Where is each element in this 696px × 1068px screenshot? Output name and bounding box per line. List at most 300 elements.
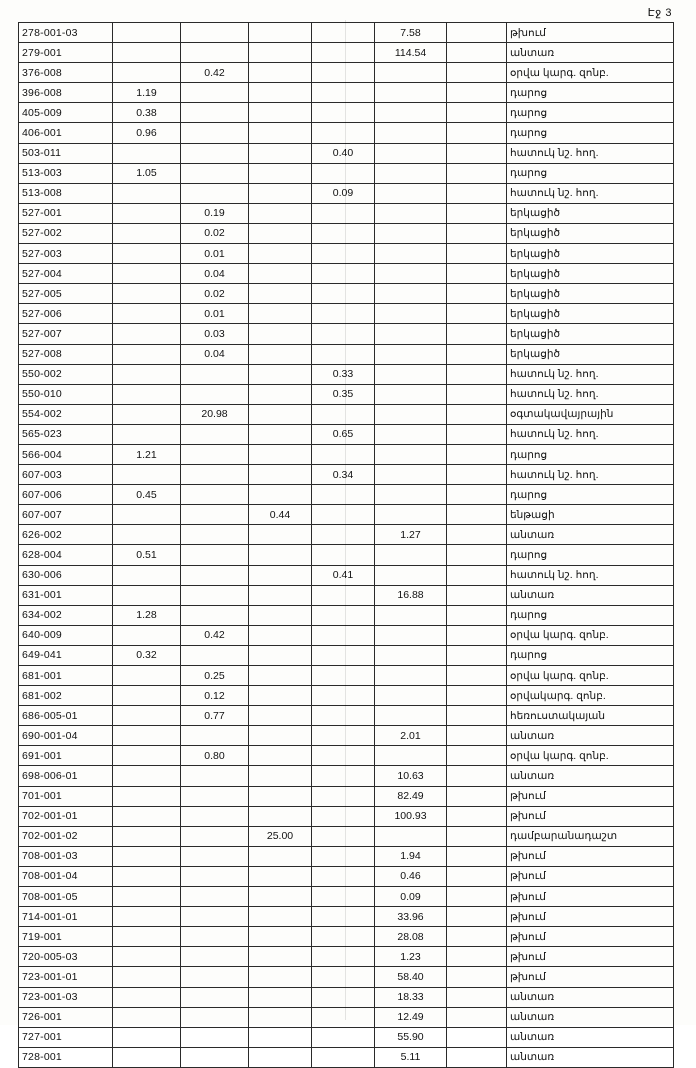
cell-value-4 <box>312 284 375 304</box>
cell-description: անտառ <box>507 987 674 1007</box>
cell-value-6 <box>447 746 507 766</box>
cell-value-3 <box>249 123 312 143</box>
cell-value-4 <box>312 826 375 846</box>
cell-value-5: 82.49 <box>375 786 447 806</box>
table-row <box>19 907 674 927</box>
cell-value-1 <box>113 947 181 967</box>
cell-value-5: 1.94 <box>375 846 447 866</box>
cell-value-2 <box>181 947 249 967</box>
cell-value-3 <box>249 1007 312 1027</box>
cell-value-1 <box>113 666 181 686</box>
cell-value-3 <box>249 806 312 826</box>
cell-value-1 <box>113 806 181 826</box>
cell-value-4 <box>312 1027 375 1047</box>
cell-value-2 <box>181 605 249 625</box>
table-row <box>19 545 674 565</box>
cell-value-6 <box>447 344 507 364</box>
cell-value-5: 1.27 <box>375 525 447 545</box>
cell-value-5: 33.96 <box>375 907 447 927</box>
cell-description: հատուկ նշ. հող. <box>507 183 674 203</box>
table-row <box>19 465 674 485</box>
cell-value-3 <box>249 786 312 806</box>
cell-value-6 <box>447 846 507 866</box>
cell-value-5 <box>375 264 447 284</box>
cell-value-1 <box>113 264 181 284</box>
cell-value-3 <box>249 545 312 565</box>
cell-value-4: 0.35 <box>312 384 375 404</box>
cell-value-4 <box>312 223 375 243</box>
cell-value-2 <box>181 103 249 123</box>
cell-value-6 <box>447 545 507 565</box>
cell-value-3 <box>249 686 312 706</box>
cell-value-5 <box>375 746 447 766</box>
cell-value-3 <box>249 344 312 364</box>
cell-value-3 <box>249 866 312 886</box>
cell-description: երկացիծ <box>507 304 674 324</box>
cell-description: երկացիծ <box>507 223 674 243</box>
cell-value-4 <box>312 244 375 264</box>
table-row <box>19 364 674 384</box>
cell-value-3 <box>249 244 312 264</box>
cell-value-1 <box>113 726 181 746</box>
cell-value-4 <box>312 63 375 83</box>
cell-value-2: 0.04 <box>181 264 249 284</box>
cell-value-6 <box>447 645 507 665</box>
cell-code: 550-002 <box>19 364 113 384</box>
cell-value-6 <box>447 947 507 967</box>
table-row <box>19 766 674 786</box>
cell-value-5 <box>375 605 447 625</box>
cell-value-1 <box>113 565 181 585</box>
cell-value-3 <box>249 324 312 344</box>
table-row <box>19 726 674 746</box>
cell-description: թխում <box>507 23 674 43</box>
table-row <box>19 525 674 545</box>
cell-description: թխում <box>507 927 674 947</box>
cell-value-2: 0.25 <box>181 666 249 686</box>
cell-value-3 <box>249 444 312 464</box>
cell-value-3 <box>249 103 312 123</box>
cell-value-1 <box>113 424 181 444</box>
table-row <box>19 746 674 766</box>
cell-description: դարոց <box>507 605 674 625</box>
cell-value-6 <box>447 525 507 545</box>
cell-value-6 <box>447 183 507 203</box>
cell-value-1 <box>113 525 181 545</box>
cell-code: 698-006-01 <box>19 766 113 786</box>
cell-value-5 <box>375 505 447 525</box>
cell-code: 649-041 <box>19 645 113 665</box>
cell-value-1 <box>113 1007 181 1027</box>
cell-code: 631-001 <box>19 585 113 605</box>
cell-value-3 <box>249 163 312 183</box>
cell-value-1 <box>113 344 181 364</box>
cell-value-1 <box>113 846 181 866</box>
cell-value-3 <box>249 364 312 384</box>
cell-value-6 <box>447 927 507 947</box>
cell-value-4 <box>312 404 375 424</box>
cell-value-6 <box>447 706 507 726</box>
cell-description: անտառ <box>507 1047 674 1067</box>
table-row <box>19 284 674 304</box>
cell-code: 686-005-01 <box>19 706 113 726</box>
cell-value-3 <box>249 284 312 304</box>
table-row <box>19 83 674 103</box>
cell-value-4 <box>312 987 375 1007</box>
cell-value-6 <box>447 63 507 83</box>
cell-value-5 <box>375 103 447 123</box>
table-row <box>19 947 674 967</box>
cell-value-4 <box>312 123 375 143</box>
cell-value-2 <box>181 143 249 163</box>
cell-value-1 <box>113 284 181 304</box>
cell-code: 405-009 <box>19 103 113 123</box>
cell-description: դարոց <box>507 83 674 103</box>
cell-value-5 <box>375 706 447 726</box>
table-row <box>19 686 674 706</box>
cell-code: 714-001-01 <box>19 907 113 927</box>
cell-code: 628-004 <box>19 545 113 565</box>
cell-code: 723-001-03 <box>19 987 113 1007</box>
cell-value-3 <box>249 485 312 505</box>
table-row <box>19 927 674 947</box>
table-row <box>19 625 674 645</box>
cell-value-4 <box>312 666 375 686</box>
cell-code: 708-001-03 <box>19 846 113 866</box>
table-row <box>19 887 674 907</box>
cell-value-6 <box>447 786 507 806</box>
cell-value-1 <box>113 203 181 223</box>
cell-value-2: 0.19 <box>181 203 249 223</box>
cell-description: օգտակավայրային <box>507 404 674 424</box>
cell-value-6 <box>447 485 507 505</box>
cell-value-1 <box>113 404 181 424</box>
cell-description: թխում <box>507 947 674 967</box>
cell-value-5 <box>375 384 447 404</box>
cell-value-4 <box>312 545 375 565</box>
cell-value-1 <box>113 746 181 766</box>
cell-value-1: 0.32 <box>113 645 181 665</box>
cell-description: դարոց <box>507 485 674 505</box>
cell-value-6 <box>447 324 507 344</box>
cell-value-6 <box>447 726 507 746</box>
cell-value-1: 1.28 <box>113 605 181 625</box>
table-row <box>19 344 674 364</box>
cell-code: 550-010 <box>19 384 113 404</box>
cell-description: դարոց <box>507 103 674 123</box>
cell-value-2 <box>181 987 249 1007</box>
cell-value-5 <box>375 183 447 203</box>
table-row <box>19 183 674 203</box>
cell-value-2: 0.03 <box>181 324 249 344</box>
cell-value-2: 0.04 <box>181 344 249 364</box>
cell-value-6 <box>447 143 507 163</box>
table-row <box>19 967 674 987</box>
cell-value-1 <box>113 967 181 987</box>
cell-value-4 <box>312 746 375 766</box>
cell-value-4 <box>312 907 375 927</box>
cell-value-5: 100.93 <box>375 806 447 826</box>
cell-value-2: 0.42 <box>181 63 249 83</box>
cell-value-3 <box>249 404 312 424</box>
cell-value-5: 58.40 <box>375 967 447 987</box>
cell-value-4 <box>312 887 375 907</box>
cell-value-3 <box>249 1047 312 1067</box>
cell-description: երկացիծ <box>507 284 674 304</box>
cell-value-6 <box>447 585 507 605</box>
cell-value-4 <box>312 485 375 505</box>
cell-value-6 <box>447 605 507 625</box>
cell-value-3 <box>249 766 312 786</box>
cell-value-5 <box>375 364 447 384</box>
table-row <box>19 43 674 63</box>
cell-description: դարոց <box>507 545 674 565</box>
cell-value-2 <box>181 444 249 464</box>
cell-description: երկացիծ <box>507 324 674 344</box>
cell-value-4: 0.33 <box>312 364 375 384</box>
cell-value-5 <box>375 666 447 686</box>
cell-value-5: 1.23 <box>375 947 447 967</box>
cell-code: 527-002 <box>19 223 113 243</box>
cell-value-2 <box>181 786 249 806</box>
cell-description: հատուկ նշ. հող. <box>507 384 674 404</box>
cell-value-3 <box>249 1027 312 1047</box>
cell-value-5: 12.49 <box>375 1007 447 1027</box>
cell-value-3 <box>249 746 312 766</box>
cell-value-6 <box>447 264 507 284</box>
cell-value-3 <box>249 143 312 163</box>
table-row <box>19 645 674 665</box>
cell-value-5: 5.11 <box>375 1047 447 1067</box>
cell-value-1: 1.05 <box>113 163 181 183</box>
cell-value-6 <box>447 887 507 907</box>
table-row <box>19 143 674 163</box>
cell-code: 396-008 <box>19 83 113 103</box>
cell-value-6 <box>447 23 507 43</box>
cell-code: 634-002 <box>19 605 113 625</box>
cell-value-1 <box>113 1027 181 1047</box>
cell-value-6 <box>447 203 507 223</box>
cell-value-3 <box>249 887 312 907</box>
cell-value-4: 0.41 <box>312 565 375 585</box>
cell-description: օրվա կարգ. զոնբ. <box>507 625 674 645</box>
cell-value-2 <box>181 23 249 43</box>
cell-code: 527-006 <box>19 304 113 324</box>
cell-description: թխում <box>507 907 674 927</box>
table-row <box>19 706 674 726</box>
cell-value-5 <box>375 203 447 223</box>
cell-code: 527-004 <box>19 264 113 284</box>
cell-description: հատուկ նշ. հող. <box>507 465 674 485</box>
page-number-label: Էջ 3 <box>647 7 672 19</box>
cell-value-6 <box>447 1027 507 1047</box>
cell-value-3 <box>249 605 312 625</box>
table-row <box>19 786 674 806</box>
cell-code: 607-007 <box>19 505 113 525</box>
cell-code: 527-001 <box>19 203 113 223</box>
cell-description: թխում <box>507 887 674 907</box>
cell-value-2 <box>181 43 249 63</box>
cell-value-6 <box>447 826 507 846</box>
table-row <box>19 846 674 866</box>
cell-value-2: 0.01 <box>181 304 249 324</box>
cell-value-4 <box>312 585 375 605</box>
cell-value-4 <box>312 1047 375 1067</box>
cell-value-1 <box>113 1047 181 1067</box>
cell-code: 702-001-01 <box>19 806 113 826</box>
cell-value-1 <box>113 304 181 324</box>
table-row <box>19 585 674 605</box>
table-row <box>19 987 674 1007</box>
cell-value-4 <box>312 806 375 826</box>
cell-value-6 <box>447 384 507 404</box>
cell-value-1 <box>113 143 181 163</box>
cell-code: 640-009 <box>19 625 113 645</box>
cell-description: անտառ <box>507 525 674 545</box>
cell-code: 513-008 <box>19 183 113 203</box>
cell-value-5 <box>375 304 447 324</box>
cell-value-4 <box>312 846 375 866</box>
table-row <box>19 324 674 344</box>
cell-value-3: 0.44 <box>249 505 312 525</box>
cell-value-4 <box>312 23 375 43</box>
cell-value-1 <box>113 244 181 264</box>
cell-value-3 <box>249 23 312 43</box>
cell-value-4 <box>312 103 375 123</box>
cell-value-2: 0.42 <box>181 625 249 645</box>
cell-value-3 <box>249 907 312 927</box>
table-row <box>19 485 674 505</box>
cell-value-3 <box>249 666 312 686</box>
cell-value-5: 28.08 <box>375 927 447 947</box>
cell-value-4 <box>312 686 375 706</box>
cell-value-3 <box>249 726 312 746</box>
cell-value-3 <box>249 384 312 404</box>
table-row <box>19 1027 674 1047</box>
cell-code: 708-001-04 <box>19 866 113 886</box>
cell-value-1 <box>113 786 181 806</box>
table-row <box>19 404 674 424</box>
cell-value-1: 1.21 <box>113 444 181 464</box>
cell-value-1 <box>113 465 181 485</box>
cell-value-3 <box>249 645 312 665</box>
cell-code: 527-008 <box>19 344 113 364</box>
cell-value-3 <box>249 465 312 485</box>
cell-description: ենթացի <box>507 505 674 525</box>
cell-value-4 <box>312 264 375 284</box>
cell-value-1: 0.96 <box>113 123 181 143</box>
cell-value-5 <box>375 83 447 103</box>
cell-value-6 <box>447 686 507 706</box>
cell-value-5: 7.58 <box>375 23 447 43</box>
table-row <box>19 806 674 826</box>
cell-value-2 <box>181 967 249 987</box>
cell-value-3 <box>249 83 312 103</box>
cell-description: դամբարանադաշտ <box>507 826 674 846</box>
cell-value-1 <box>113 63 181 83</box>
cell-value-4 <box>312 163 375 183</box>
cell-description: անտառ <box>507 1007 674 1027</box>
cell-value-3 <box>249 585 312 605</box>
cell-code: 607-006 <box>19 485 113 505</box>
cell-value-3 <box>249 947 312 967</box>
ledger-table <box>18 22 674 1068</box>
cell-value-2 <box>181 846 249 866</box>
cell-value-6 <box>447 444 507 464</box>
cell-value-5: 0.46 <box>375 866 447 886</box>
cell-value-3 <box>249 967 312 987</box>
cell-value-6 <box>447 1007 507 1027</box>
cell-value-6 <box>447 424 507 444</box>
cell-value-6 <box>447 284 507 304</box>
cell-description: հատուկ նշ. հող. <box>507 364 674 384</box>
cell-value-2 <box>181 485 249 505</box>
cell-value-6 <box>447 806 507 826</box>
table-row <box>19 23 674 43</box>
cell-value-6 <box>447 465 507 485</box>
cell-value-5 <box>375 424 447 444</box>
cell-value-6 <box>447 244 507 264</box>
cell-description: դարոց <box>507 163 674 183</box>
cell-value-2 <box>181 525 249 545</box>
table-row <box>19 866 674 886</box>
cell-description: օրվակարգ. զոնբ. <box>507 686 674 706</box>
cell-value-6 <box>447 364 507 384</box>
cell-value-6 <box>447 505 507 525</box>
cell-value-4 <box>312 505 375 525</box>
cell-description: դարոց <box>507 645 674 665</box>
cell-value-4 <box>312 324 375 344</box>
cell-value-4 <box>312 766 375 786</box>
cell-value-6 <box>447 223 507 243</box>
cell-value-4 <box>312 625 375 645</box>
cell-value-2 <box>181 887 249 907</box>
table-row <box>19 666 674 686</box>
cell-value-4 <box>312 866 375 886</box>
cell-description: թխում <box>507 846 674 866</box>
cell-description: երկացիծ <box>507 264 674 284</box>
cell-code: 376-008 <box>19 63 113 83</box>
cell-description: անտառ <box>507 766 674 786</box>
cell-value-6 <box>447 43 507 63</box>
cell-value-3 <box>249 525 312 545</box>
cell-value-4 <box>312 203 375 223</box>
cell-value-5 <box>375 244 447 264</box>
cell-description: թխում <box>507 806 674 826</box>
cell-value-2 <box>181 384 249 404</box>
cell-value-1 <box>113 887 181 907</box>
cell-value-5: 10.63 <box>375 766 447 786</box>
cell-value-6 <box>447 304 507 324</box>
cell-code: 719-001 <box>19 927 113 947</box>
cell-value-2 <box>181 364 249 384</box>
cell-value-5 <box>375 485 447 505</box>
cell-value-5 <box>375 284 447 304</box>
cell-value-4: 0.09 <box>312 183 375 203</box>
cell-value-2 <box>181 1027 249 1047</box>
cell-value-6 <box>447 83 507 103</box>
cell-code: 720-005-03 <box>19 947 113 967</box>
cell-value-6 <box>447 565 507 585</box>
cell-description: օրվա կարգ. զոնբ. <box>507 666 674 686</box>
cell-code: 566-004 <box>19 444 113 464</box>
cell-value-5 <box>375 686 447 706</box>
cell-value-6 <box>447 907 507 927</box>
cell-description: թխում <box>507 866 674 886</box>
cell-code: 701-001 <box>19 786 113 806</box>
cell-value-1 <box>113 866 181 886</box>
cell-value-1 <box>113 183 181 203</box>
